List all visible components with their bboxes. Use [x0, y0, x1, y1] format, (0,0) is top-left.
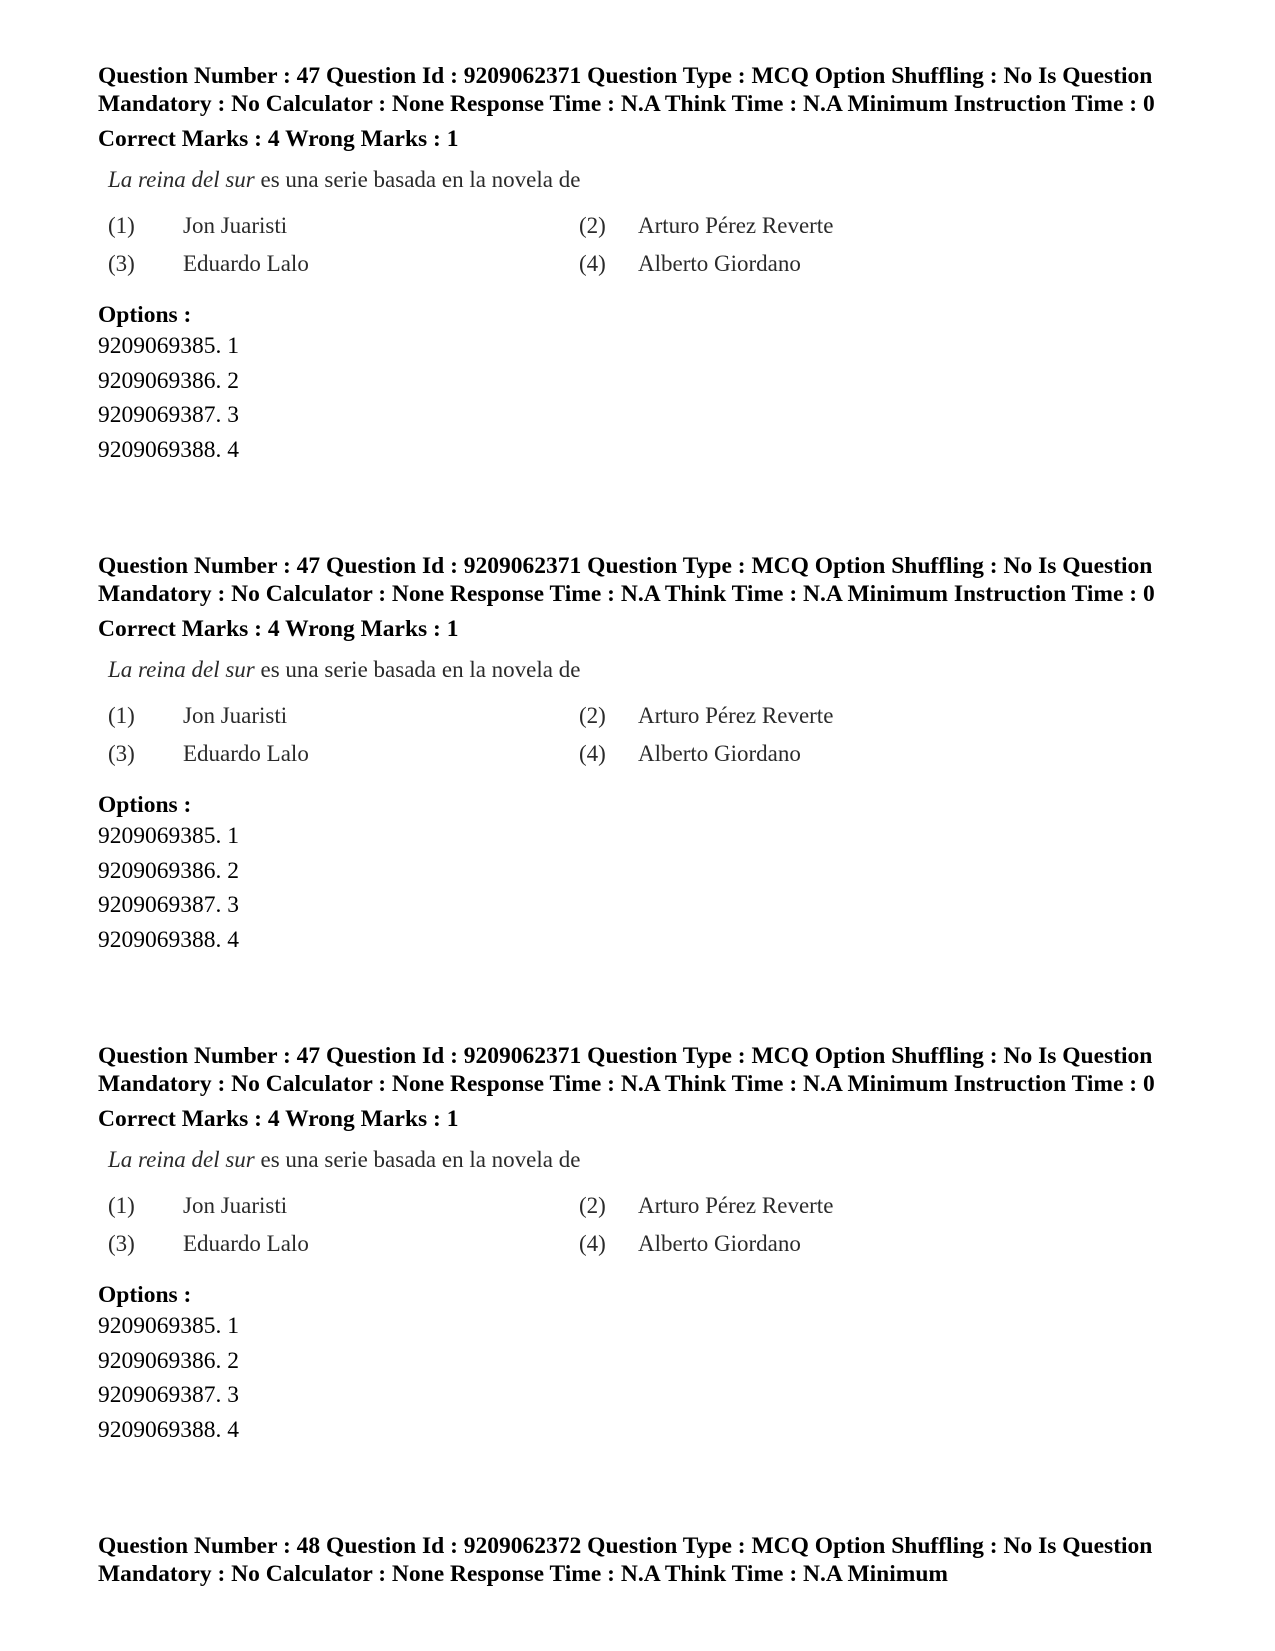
choice-text: Jon Juaristi [183, 703, 288, 728]
question-block-2 [98, 552, 1188, 1042]
question-header: Question Number : 47 Question Id : 9209062371 Question Type : MCQ Option Shuffling : No Is Question Mandatory : No Calculator : None Response Time : N.A Think Time : N.A Minimum Instruction Time : 0 [98, 63, 1155, 117]
options-title: Options : [98, 1282, 192, 1308]
choice-number: (1) [108, 213, 135, 238]
option-line: 9209069387. 3 [98, 892, 239, 918]
stem-italic: La reina del sur [108, 1147, 255, 1172]
choice-text: Eduardo Lalo [183, 741, 309, 766]
option-line: 9209069385. 1 [98, 823, 239, 849]
choice-number: (4) [579, 251, 606, 276]
question-block-4 [98, 1532, 1188, 1588]
marks-line: Correct Marks : 4 Wrong Marks : 1 [98, 1106, 459, 1132]
question-header: Question Number : 47 Question Id : 9209062371 Question Type : MCQ Option Shuffling : No Is Question Mandatory : No Calculator : None Response Time : N.A Think Time : N.A Minimum Instruction Time : 0 [98, 553, 1155, 607]
choice-number: (3) [108, 1231, 135, 1256]
question-block-1 [98, 62, 1188, 552]
option-line: 9209069388. 4 [98, 436, 239, 463]
question-block-3 [98, 1042, 1188, 1532]
question-header: Question Number : 48 Question Id : 9209062372 Question Type : MCQ Option Shuffling : No Is Question Mandatory : No Calculator : None Response Time : N.A Think Time : N.A Minimum [98, 1533, 1153, 1587]
stem-italic: La reina del sur [108, 167, 255, 192]
choice-text: Alberto Giordano [638, 741, 801, 766]
stem-text: es una serie basada en la novela de [254, 167, 581, 192]
question-header: Question Number : 47 Question Id : 9209062371 Question Type : MCQ Option Shuffling : No Is Question Mandatory : No Calculator : None Response Time : N.A Think Time : N.A Minimum Instruction Time : 0 [98, 1043, 1155, 1097]
option-line: 9209069387. 3 [98, 1382, 239, 1408]
choice-text: Jon Juaristi [183, 213, 288, 238]
options-title: Options : [98, 302, 192, 328]
choice-number: (2) [579, 213, 606, 238]
question-stem [108, 165, 1188, 195]
choice-number: (2) [579, 1193, 606, 1218]
choice-number: (1) [108, 703, 135, 728]
stem-text: es una serie basada en la novela de [254, 657, 581, 682]
option-line: 9209069388. 4 [98, 926, 239, 953]
choice-number: (4) [579, 1231, 606, 1256]
option-line: 9209069387. 3 [98, 402, 239, 428]
choice-text: Eduardo Lalo [183, 251, 309, 276]
question-stem [108, 655, 1188, 685]
option-line: 9209069386. 2 [98, 1347, 239, 1374]
stem-italic: La reina del sur [108, 657, 255, 682]
option-line: 9209069386. 2 [98, 367, 239, 394]
marks-line: Correct Marks : 4 Wrong Marks : 1 [98, 126, 459, 152]
options-title: Options : [98, 792, 192, 818]
choice-text: Jon Juaristi [183, 1193, 288, 1218]
question-content [108, 655, 1188, 769]
choice-number: (2) [579, 703, 606, 728]
document-page [98, 62, 1188, 1588]
choice-number: (3) [108, 741, 135, 766]
choice-number: (1) [108, 1193, 135, 1218]
question-content [108, 165, 1188, 279]
option-line: 9209069388. 4 [98, 1416, 239, 1443]
option-line: 9209069386. 2 [98, 857, 239, 884]
choice-text: Arturo Pérez Reverte [638, 1193, 834, 1218]
question-stem [108, 1145, 1188, 1175]
choice-text: Arturo Pérez Reverte [638, 703, 834, 728]
choice-text: Eduardo Lalo [183, 1231, 309, 1256]
stem-text: es una serie basada en la novela de [254, 1147, 581, 1172]
choices-grid [108, 701, 1188, 769]
choice-text: Alberto Giordano [638, 251, 801, 276]
choice-text: Alberto Giordano [638, 1231, 801, 1256]
option-line: 9209069385. 1 [98, 1313, 239, 1339]
choices-grid [108, 1191, 1188, 1259]
choice-text: Arturo Pérez Reverte [638, 213, 834, 238]
choice-number: (3) [108, 251, 135, 276]
choice-number: (4) [579, 741, 606, 766]
choices-grid [108, 211, 1188, 279]
marks-line: Correct Marks : 4 Wrong Marks : 1 [98, 616, 459, 642]
question-content [108, 1145, 1188, 1259]
option-line: 9209069385. 1 [98, 333, 239, 359]
